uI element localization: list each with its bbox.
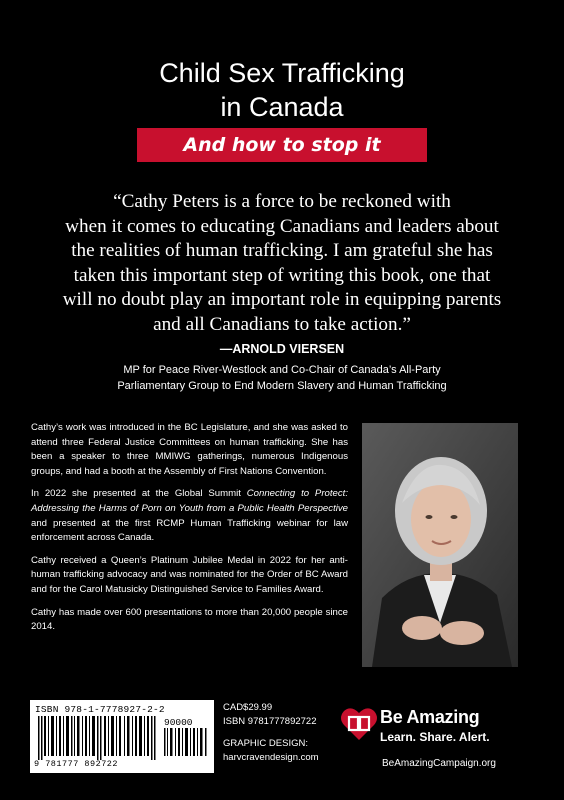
quote-line: and all Canadians to take action.”: [153, 313, 411, 335]
quote-author-role: [60, 362, 504, 394]
barcode-bars: [38, 716, 162, 760]
role-line-2: Parliamentary Group to End Modern Slavery and Human Trafficking: [117, 380, 447, 392]
subtitle-banner: [137, 128, 427, 162]
bio-paragraph-4: Cathy has made over 600 presentations to more than 20,000 people since 2014.: [31, 606, 348, 633]
price-barcode-bars: [164, 728, 208, 756]
bio-paragraph-3: Cathy received a Queen’s Platinum Jubilee Medal in 2022 for her anti-human trafficking advocacy and was nominated for the Order of BC Award and for the Carol Matusicky Distinguished Service to Families Award.: [31, 554, 348, 595]
barcode-digits: 9 781777 892722: [34, 759, 119, 769]
publisher-tagline: Learn. Share. Alert.: [380, 730, 490, 744]
quote-line: taken this important step of writing this book, one that: [73, 264, 491, 286]
author-photo: [362, 423, 518, 667]
barcode-isbn-label: ISBN 978-1-7778927-2-2: [35, 704, 165, 715]
price: CAD$29.99: [223, 702, 273, 713]
bio-paragraph-2: [31, 487, 348, 545]
summit-title: Connecting to Protect: Addressing the Harms of Porn on Youth from a Public Health Perspective: [31, 488, 348, 514]
bio-paragraph-2-end: and presented at the first RCMP Human Trafficking webinar for law enforcement across Canada.: [31, 517, 348, 544]
title-line-1: Child Sex Trafficking: [159, 58, 405, 88]
role-line-1: MP for Peace River-Westlock and Co-Chair of Canada’s All-Party: [123, 364, 441, 376]
heart-logo-icon: [340, 706, 378, 742]
book-title: [0, 56, 564, 124]
endorsement-quote: [40, 190, 524, 337]
bio-paragraph-1: Cathy’s work was introduced in the BC Legislature, and she was asked to attend three Federal Justice Committees on human trafficking. She has been a speaker to three MMIWG gatherings, numerous Indigenous groups, and had a booth at the Assembly of First Nations Convention.: [31, 422, 348, 477]
barcode-price-code: 90000: [164, 717, 193, 728]
subtitle: And how to stop it: [183, 134, 381, 156]
isbn-barcode: [30, 700, 214, 773]
design-label: GRAPHIC DESIGN:: [223, 738, 308, 749]
quote-author: —ARNOLD VIERSEN: [219, 342, 345, 356]
publisher-url: BeAmazingCampaign.org: [382, 758, 496, 769]
quote-line: when it comes to educating Canadians and leaders about: [65, 215, 499, 237]
quote-line: “Cathy Peters is a force to be reckoned with: [113, 191, 451, 212]
quote-line: the realities of human trafficking. I am grateful she has: [71, 240, 493, 261]
publisher-name: Be Amazing: [380, 707, 480, 727]
publisher-logo: [340, 706, 540, 776]
isbn: ISBN 9781777892722: [223, 715, 317, 727]
author-bio: [31, 421, 348, 643]
design-site: harvcravendesign.com: [223, 751, 319, 763]
quote-line: will no doubt play an important role in equipping parents: [62, 289, 502, 310]
book-info: [223, 701, 319, 764]
title-line-2: in Canada: [220, 92, 344, 122]
bio-paragraph-2-start: In 2022 she presented at the Global Summit: [31, 488, 247, 500]
